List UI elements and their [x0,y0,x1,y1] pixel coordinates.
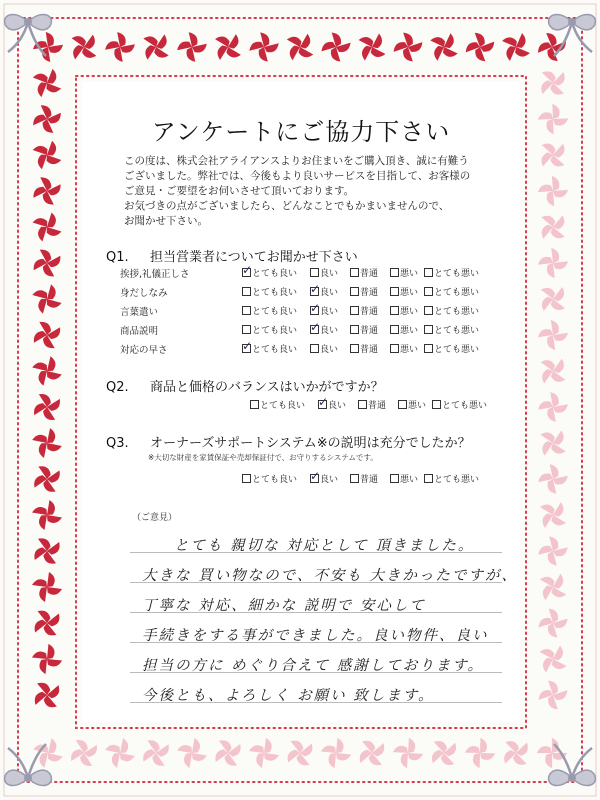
q1-option[interactable] [310,320,339,336]
checkbox[interactable] [250,400,259,409]
q3-text: オーナーズサポートシステム※の説明は充分でしたか？ [150,436,471,451]
checkbox[interactable] [242,474,251,483]
q2-option[interactable] [250,398,305,411]
check-mark-icon: ✓ [242,263,253,277]
q1-option[interactable] [242,323,297,336]
q1-option[interactable] [424,304,479,317]
q1-option[interactable] [242,263,298,279]
pinwheel-icon [532,494,574,536]
pinwheel-icon [532,566,574,608]
checkbox[interactable] [424,287,433,296]
checkbox[interactable] [350,306,359,315]
checkbox[interactable] [350,268,359,277]
pinwheel-icon [28,244,66,282]
pinwheel-icon [537,463,569,495]
option-label: 良い [320,269,339,279]
pinwheel-icon [176,31,208,63]
option-label: 悪い [400,326,419,336]
option-label: 悪い [400,345,419,355]
comment-line: 大きな 買い物なので、不安も 大きかったですが、 [142,568,518,584]
q1-row-label: 対応の早さ [120,345,168,356]
checkbox[interactable] [310,268,319,277]
option-label: とても悪い [442,401,488,411]
option-label: 普通 [360,345,379,355]
q1-row-label: 言葉遣い [120,307,159,318]
q3-option[interactable] [310,469,339,485]
pinwheel-icon [208,733,249,774]
pinwheel-icon [537,535,570,568]
option-label: とても良い [252,307,298,317]
pinwheel-icon [532,278,574,320]
option-label: 普通 [360,475,379,485]
q1-option[interactable] [424,285,479,298]
pinwheel-icon [536,678,571,713]
option-label: とても良い [252,475,298,485]
pinwheel-icon [463,736,498,771]
checkbox[interactable] [350,287,359,296]
option-label: とても良い [260,401,306,411]
option-label: 普通 [360,288,379,298]
q2-heading [106,376,384,395]
checkbox[interactable] [310,344,319,353]
q3-option[interactable] [242,472,297,485]
pinwheel-icon [390,735,426,771]
pinwheel-icon [27,603,68,644]
pinwheel-icon [26,674,67,715]
q3-heading [106,432,471,451]
comment-line: 丁寧な 対応、細かな 説明で 安心して [142,598,426,614]
check-mark-icon: ✓ [318,395,329,409]
q3-option[interactable] [390,472,418,485]
option-label: 普通 [368,401,387,411]
option-label: とても悪い [434,326,480,336]
checkbox[interactable] [424,474,433,483]
option-label: とても良い [252,345,298,355]
q1-row-label: 商品説明 [120,326,159,337]
pinwheel-icon [27,351,66,390]
pinwheel-icon [532,134,574,176]
checkbox[interactable] [424,306,433,315]
q1-row-label: 挨拶,礼儀正しさ [120,269,190,280]
option-label: 悪い [400,475,419,485]
q1-option[interactable] [424,342,479,355]
pinwheel-icon [534,29,570,65]
checkbox[interactable] [398,400,407,409]
intro-line: お聞かせ下さい。 [124,215,208,227]
pinwheel-icon [27,279,67,319]
q1-option[interactable] [390,304,418,317]
q1-option[interactable] [350,304,378,317]
checkbox[interactable] [390,344,399,353]
pinwheel-icon [63,26,105,68]
pinwheel-icon [495,26,536,67]
check-mark-icon: ✓ [242,339,253,353]
pinwheel-icon [27,459,67,499]
q1-option[interactable] [310,266,338,279]
option-label: 良い [320,288,339,298]
pinwheel-icon [532,206,574,248]
comment-label: （ご意見） [132,513,178,523]
intro-text [124,154,504,229]
check-mark-icon: ✓ [310,282,321,296]
q2-option[interactable] [432,398,487,411]
option-label: 良い [320,326,339,336]
q3-note: ※大切な財産を家賃保証や売却保証付で、お守りするシステムです。 [148,453,378,462]
checkbox[interactable] [424,268,433,277]
checkbox[interactable] [242,306,251,315]
checkbox[interactable] [390,287,399,296]
checkbox[interactable] [242,287,251,296]
pinwheel-icon [27,135,68,176]
option-label: とても悪い [434,269,480,279]
pinwheel-icon [207,26,249,68]
checkbox[interactable] [358,400,367,409]
checkbox[interactable] [390,268,399,277]
pinwheel-icon [64,733,104,773]
option-label: 普通 [360,326,379,336]
check-mark-icon: ✓ [310,301,321,315]
q1-text: 担当営業者についてお聞かせ下さい [150,250,358,265]
intro-line: お気づきの点がございましたら、どんなことでもかまいませんので、 [124,200,450,212]
q1-option[interactable] [350,285,378,298]
pinwheel-icon [535,736,569,770]
pinwheel-icon [462,29,498,65]
option-label: とても悪い [434,307,480,317]
q1-option[interactable] [390,323,418,336]
option-label: とても悪い [434,288,480,298]
pinwheel-icon [173,734,211,772]
pinwheel-icon [27,315,66,354]
option-label: 悪い [408,401,427,411]
option-label: とても悪い [434,475,480,485]
pinwheel-icon [135,26,177,68]
checkbox[interactable] [390,306,399,315]
q1-number: Q1. [106,250,129,265]
q1-heading [106,246,358,265]
q1-option[interactable] [242,285,297,298]
checkbox[interactable] [424,344,433,353]
option-label: とても良い [252,326,298,336]
checkbox[interactable] [424,325,433,334]
option-label: 良い [328,401,347,411]
option-label: 悪い [400,307,419,317]
checkbox[interactable] [310,282,321,296]
pinwheel-icon [532,350,574,392]
option-label: とても良い [252,288,298,298]
checkbox[interactable] [350,344,359,353]
pinwheel-icon [248,31,281,64]
survey-sheet [82,82,520,722]
option-label: とても悪い [434,345,480,355]
pinwheel-icon [319,30,353,64]
pinwheel-icon [537,247,568,278]
option-label: 普通 [360,269,379,279]
pinwheel-icon [279,26,321,68]
comment-line: 今後とも、よろしく お願い 致します。 [142,688,435,704]
pinwheel-icon [351,26,393,68]
option-label: 悪い [400,288,419,298]
check-mark-icon: ✓ [310,320,321,334]
pinwheel-icon [538,320,568,350]
checkbox[interactable] [242,263,253,277]
option-label: とても良い [252,269,298,279]
pinwheel-icon [532,62,574,104]
checkbox[interactable] [390,325,399,334]
pinwheel-icon [537,175,569,207]
q2-option[interactable] [358,398,386,411]
pinwheel-icon [536,606,570,640]
pinwheel-icon [101,734,139,772]
pinwheel-icon [27,387,67,427]
pinwheel-icon [537,103,570,136]
comment-line: 担当の方に めぐり合えて 感謝しております。 [142,658,485,674]
q1-option[interactable] [424,266,479,279]
q1-option[interactable] [310,282,339,298]
q1-option[interactable] [350,266,378,279]
q2-text: 商品と価格のバランスはいかがですか？ [150,380,384,395]
intro-line: ございました。弊社では、今後もより良いサービスを目指して、お客様の [124,170,471,182]
q1-option[interactable] [310,342,338,355]
pinwheel-icon [495,732,537,774]
pinwheel-icon [532,422,574,464]
checkbox[interactable] [310,301,321,315]
checkbox[interactable] [242,325,251,334]
pinwheel-icon [28,100,65,137]
pinwheel-icon [27,63,68,104]
checkbox[interactable] [350,474,359,483]
option-label: 良い [320,475,339,485]
option-label: 悪い [400,269,419,279]
q1-option[interactable] [350,323,378,336]
pinwheel-icon [537,391,568,422]
q1-option[interactable] [390,342,418,355]
q1-option[interactable] [390,285,418,298]
checkbox[interactable] [318,395,329,409]
comment-line: とても 親切な 対応として 頂きました。 [174,538,475,554]
checkbox[interactable] [310,320,321,334]
pinwheel-icon [245,734,282,771]
q1-option[interactable] [424,323,479,336]
pinwheel-icon [280,733,321,774]
checkbox[interactable] [350,325,359,334]
pinwheel-icon [27,531,68,572]
pinwheel-icon [28,733,67,772]
q2-number: Q2. [106,380,129,395]
pinwheel-icon [29,641,65,677]
pinwheel-icon [532,638,574,680]
q1-option[interactable] [390,266,418,279]
pinwheel-icon [351,732,392,773]
intro-line: この度は、株式会社アライアンスよりお住まいをご購入頂き、誠に有難う [124,155,469,167]
q3-option[interactable] [350,472,378,485]
pinwheel-icon [136,733,176,773]
q2-option[interactable] [398,398,426,411]
page-title: アンケートにご協力下さい [151,118,451,146]
pinwheel-icon [104,31,135,62]
q1-row-label: 身だしなみ [120,288,168,299]
q1-option[interactable] [242,304,297,317]
comment-line: 手続きをする事ができました。良い物件、良い [142,628,489,644]
pinwheel-icon [28,496,66,534]
q2-option[interactable] [318,395,347,411]
checkbox[interactable] [390,474,399,483]
pinwheel-icon [318,735,354,771]
option-label: 良い [320,345,339,355]
pinwheel-icon [423,26,465,68]
q1-option[interactable] [350,342,378,355]
option-label: 良い [320,307,339,317]
q3-option[interactable] [424,472,479,485]
q1-option[interactable] [310,301,339,317]
q3-number: Q3. [106,436,129,451]
pinwheel-icon [28,568,65,605]
checkbox[interactable] [310,469,321,483]
q1-option[interactable] [242,339,298,355]
pinwheel-icon [423,732,465,774]
checkbox[interactable] [242,339,253,353]
pinwheel-icon [28,172,66,210]
option-label: 普通 [360,307,379,317]
pinwheel-icon [27,207,67,247]
checkbox[interactable] [432,400,441,409]
intro-line: ご意見・ご要望をお伺いさせて頂いております。 [124,185,355,197]
pinwheel-icon [391,30,426,65]
pinwheel-icon [28,424,66,462]
check-mark-icon: ✓ [310,469,321,483]
